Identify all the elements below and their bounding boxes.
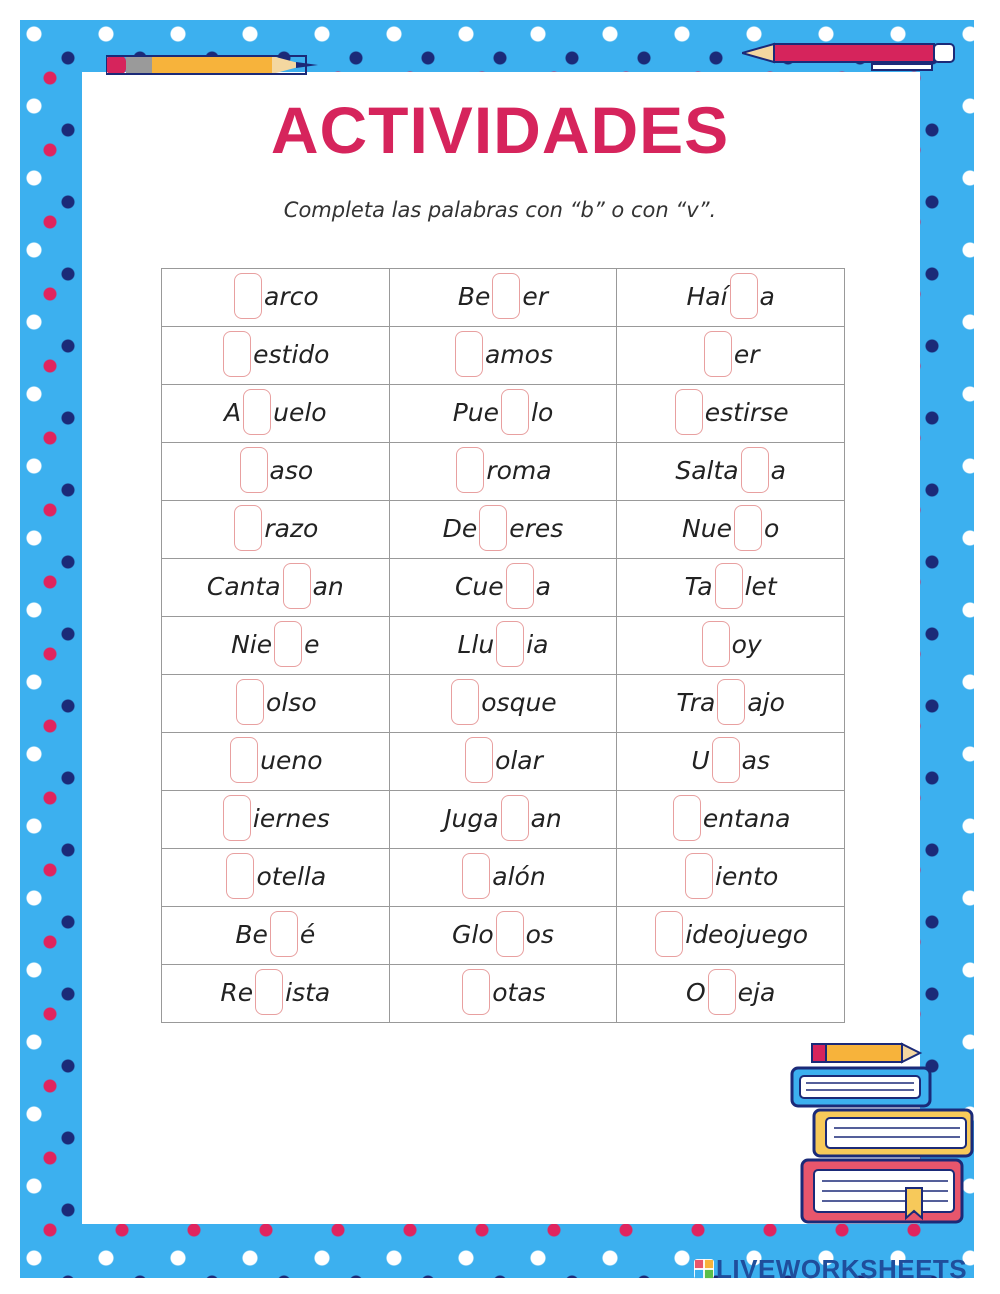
word-cell [162, 907, 390, 965]
word-cell [162, 849, 390, 907]
word-suffix: er [522, 281, 549, 311]
answer-blank-input[interactable] [492, 273, 520, 319]
table-row [162, 965, 845, 1023]
answer-blank-input[interactable] [496, 621, 524, 667]
word-cell [162, 443, 390, 501]
table-row [162, 559, 845, 617]
answer-blank-input[interactable] [455, 331, 483, 377]
word-suffix: lo [531, 397, 554, 427]
answer-blank-input[interactable] [283, 563, 311, 609]
word-suffix: roma [486, 455, 552, 485]
word-prefix: Canta [206, 571, 281, 601]
word-suffix: ueno [260, 745, 323, 775]
word-cell [162, 327, 390, 385]
word-prefix: O [685, 977, 706, 1007]
instruction-text: Completa las palabras con “b” o con “v”. [283, 198, 717, 222]
word-prefix: Nue [682, 513, 732, 543]
answer-blank-input[interactable] [730, 273, 758, 319]
word-suffix: alón [492, 861, 546, 891]
pencil-left-icon [106, 50, 318, 80]
word-cell [389, 907, 617, 965]
answer-blank-input[interactable] [230, 737, 258, 783]
answer-blank-input[interactable] [506, 563, 534, 609]
brand-text: LIVEWORKSHEETS [716, 1253, 968, 1284]
word-suffix: osque [481, 687, 557, 717]
word-suffix: a [770, 455, 786, 485]
word-cell [389, 269, 617, 327]
answer-blank-input[interactable] [734, 505, 762, 551]
word-suffix: an [312, 571, 344, 601]
answer-blank-input[interactable] [451, 679, 479, 725]
answer-blank-input[interactable] [715, 563, 743, 609]
table-row [162, 501, 845, 559]
word-suffix: oy [731, 629, 762, 659]
word-suffix: iernes [252, 803, 330, 833]
answer-blank-input[interactable] [712, 737, 740, 783]
word-suffix: razo [264, 513, 319, 543]
answer-blank-input[interactable] [675, 389, 703, 435]
word-prefix: U [691, 745, 710, 775]
word-cell [162, 269, 390, 327]
word-cell [617, 443, 845, 501]
word-suffix: olso [266, 687, 317, 717]
word-cell [617, 385, 845, 443]
page-title: ACTIVIDADES [270, 93, 730, 167]
answer-blank-input[interactable] [479, 505, 507, 551]
answer-blank-input[interactable] [226, 853, 254, 899]
word-cell [162, 733, 390, 791]
word-cell [389, 559, 617, 617]
answer-blank-input[interactable] [456, 447, 484, 493]
answer-blank-input[interactable] [240, 447, 268, 493]
liveworksheets-logo [694, 1253, 968, 1284]
answer-blank-input[interactable] [685, 853, 713, 899]
answer-blank-input[interactable] [234, 505, 262, 551]
word-cell [617, 733, 845, 791]
word-cell [617, 501, 845, 559]
table-row [162, 269, 845, 327]
liveworksheets-logo-icon [694, 1259, 714, 1279]
word-cell [389, 733, 617, 791]
word-prefix: Re [220, 977, 254, 1007]
word-prefix: Be [457, 281, 491, 311]
word-prefix: Haí [686, 281, 728, 311]
word-prefix: Ta [684, 571, 713, 601]
word-suffix: iento [715, 861, 779, 891]
table-row [162, 733, 845, 791]
table-row [162, 791, 845, 849]
word-suffix: a [759, 281, 775, 311]
word-suffix: as [741, 745, 770, 775]
table-row [162, 617, 845, 675]
answer-blank-input[interactable] [274, 621, 302, 667]
word-suffix: aso [269, 455, 314, 485]
word-cell [162, 501, 390, 559]
word-cell [162, 965, 390, 1023]
word-suffix: estido [253, 339, 330, 369]
answer-blank-input[interactable] [462, 969, 490, 1015]
word-cell [617, 327, 845, 385]
word-suffix: eres [509, 513, 564, 543]
answer-blank-input[interactable] [702, 621, 730, 667]
word-suffix: e [304, 629, 320, 659]
pencil-right-icon [742, 38, 958, 78]
word-suffix: os [525, 919, 554, 949]
word-suffix: eja [737, 977, 776, 1007]
answer-blank-input[interactable] [255, 969, 283, 1015]
word-suffix: arco [264, 281, 319, 311]
answer-blank-input[interactable] [236, 679, 264, 725]
word-cell [617, 559, 845, 617]
word-cell [389, 791, 617, 849]
word-cell [617, 849, 845, 907]
word-prefix: Juga [444, 803, 499, 833]
word-cell [617, 791, 845, 849]
answer-blank-input[interactable] [234, 273, 262, 319]
word-cell [389, 327, 617, 385]
word-suffix: amos [484, 339, 553, 369]
word-suffix: olar [495, 745, 543, 775]
word-suffix: er [733, 339, 760, 369]
answer-blank-input[interactable] [501, 795, 529, 841]
word-prefix: A [224, 397, 242, 427]
word-cell [389, 617, 617, 675]
word-cell [617, 617, 845, 675]
word-suffix: otella [256, 861, 327, 891]
answer-blank-input[interactable] [741, 447, 769, 493]
word-prefix: Llu [457, 629, 495, 659]
answer-blank-input[interactable] [223, 331, 251, 377]
word-prefix: Glo [452, 919, 494, 949]
table-row [162, 849, 845, 907]
answer-blank-input[interactable] [655, 911, 683, 957]
answer-blank-input[interactable] [717, 679, 745, 725]
word-cell [617, 675, 845, 733]
answer-blank-input[interactable] [270, 911, 298, 957]
answer-blank-input[interactable] [673, 795, 701, 841]
word-suffix: ajo [747, 687, 785, 717]
word-suffix: o [763, 513, 780, 543]
word-table [161, 268, 845, 1023]
table-row [162, 385, 845, 443]
table-row [162, 675, 845, 733]
word-cell [162, 385, 390, 443]
answer-blank-input[interactable] [704, 331, 732, 377]
word-cell [162, 791, 390, 849]
word-prefix: Tra [676, 687, 716, 717]
word-cell [389, 965, 617, 1023]
word-suffix: entana [702, 803, 791, 833]
answer-blank-input[interactable] [708, 969, 736, 1015]
word-cell [617, 907, 845, 965]
word-suffix: ideojuego [685, 919, 809, 949]
word-cell [389, 501, 617, 559]
word-cell [162, 617, 390, 675]
word-suffix: é [299, 919, 316, 949]
word-cell [617, 269, 845, 327]
word-cell [389, 443, 617, 501]
word-suffix: a [535, 571, 551, 601]
answer-blank-input[interactable] [223, 795, 251, 841]
answer-blank-input[interactable] [501, 389, 529, 435]
word-prefix: Be [235, 919, 268, 949]
word-suffix: an [530, 803, 562, 833]
table-row [162, 327, 845, 385]
table-row [162, 907, 845, 965]
word-suffix: ista [285, 977, 331, 1007]
word-prefix: Salta [675, 455, 739, 485]
word-cell [389, 849, 617, 907]
answer-blank-input[interactable] [496, 911, 524, 957]
word-suffix: otas [492, 977, 546, 1007]
books-stack-icon [786, 1038, 976, 1228]
answer-blank-input[interactable] [465, 737, 493, 783]
table-row [162, 443, 845, 501]
word-suffix: uelo [273, 397, 327, 427]
answer-blank-input[interactable] [243, 389, 271, 435]
word-suffix: estirse [704, 397, 789, 427]
word-suffix: ia [526, 629, 549, 659]
word-cell [162, 559, 390, 617]
word-cell [617, 965, 845, 1023]
word-suffix: let [744, 571, 777, 601]
word-prefix: Cue [454, 571, 504, 601]
word-prefix: Nie [231, 629, 273, 659]
word-prefix: Pue [452, 397, 500, 427]
word-cell [162, 675, 390, 733]
word-cell [389, 675, 617, 733]
word-prefix: De [442, 513, 478, 543]
word-cell [389, 385, 617, 443]
answer-blank-input[interactable] [462, 853, 490, 899]
